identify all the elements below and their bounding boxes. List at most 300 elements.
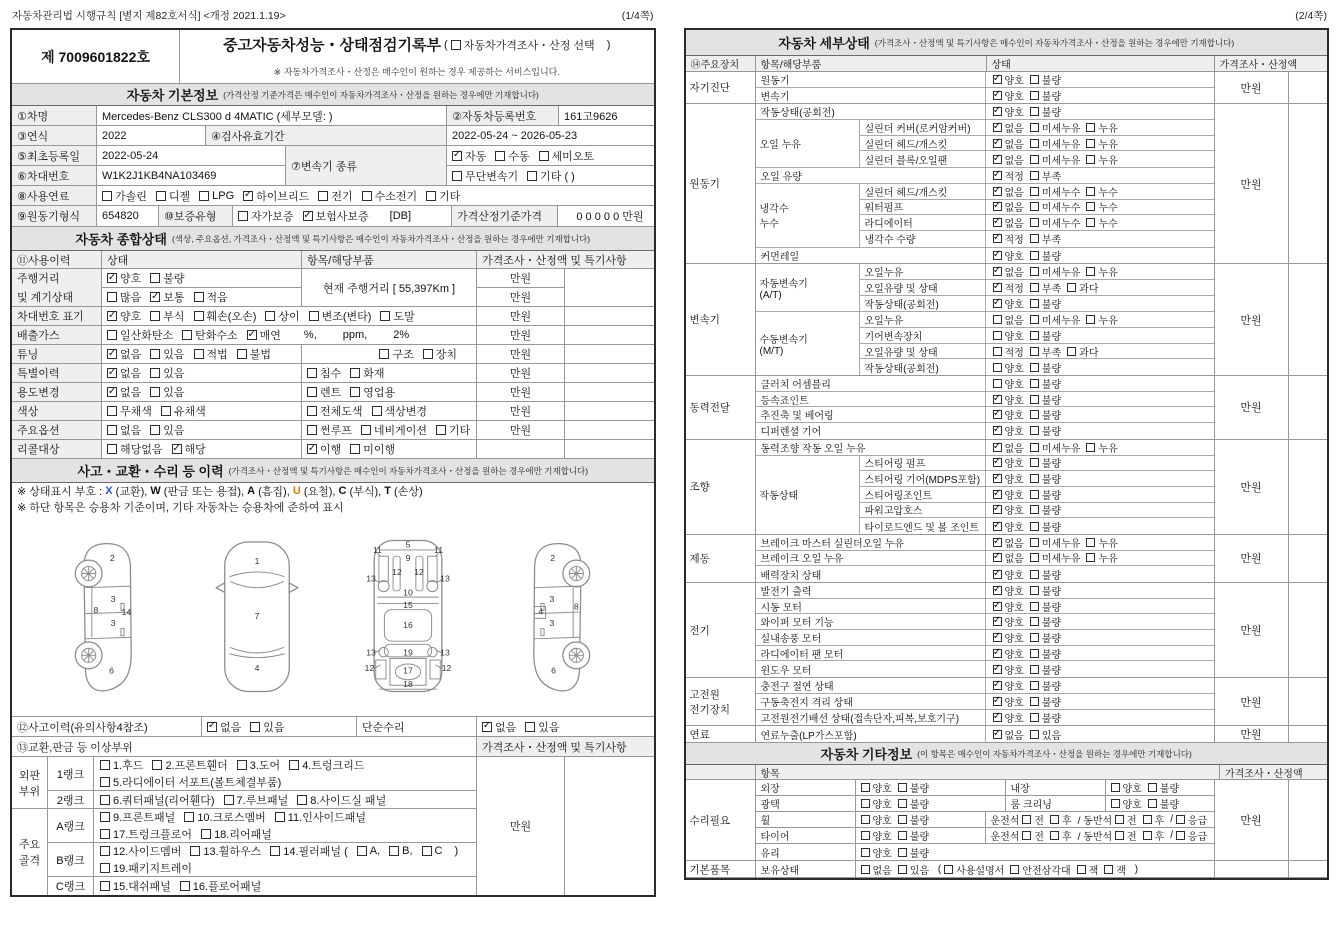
checkbox-item	[107, 308, 141, 324]
checkbox[interactable]	[350, 387, 360, 397]
checkbox[interactable]	[1050, 831, 1059, 840]
panel-number-label: 16	[403, 619, 414, 630]
value-cell	[559, 106, 654, 125]
checked-checkbox[interactable]	[993, 633, 1002, 642]
checkbox[interactable]	[1030, 617, 1039, 626]
checkbox-label: 2.프론트휀더	[165, 760, 228, 773]
checked-checkbox[interactable]	[993, 251, 1002, 260]
text: ⑭주요장치	[690, 60, 740, 71]
checkbox[interactable]	[1030, 283, 1039, 292]
text: 제 7009601822호	[41, 48, 150, 65]
checkbox[interactable]	[993, 347, 1002, 356]
checkbox[interactable]	[1086, 139, 1095, 148]
checkbox[interactable]	[237, 760, 247, 770]
checkbox[interactable]	[495, 151, 505, 161]
text: 만원	[509, 349, 532, 361]
checkbox[interactable]	[150, 273, 160, 283]
detail-row	[860, 231, 1214, 247]
checkbox[interactable]	[100, 863, 110, 873]
text: ⑧사용연료	[17, 190, 70, 203]
checkbox[interactable]	[100, 760, 110, 770]
checked-checkbox[interactable]	[303, 211, 313, 221]
checkbox[interactable]	[107, 444, 117, 454]
checkbox[interactable]	[100, 881, 110, 891]
checkbox[interactable]	[379, 349, 389, 359]
checked-checkbox[interactable]	[993, 665, 1002, 674]
checkbox[interactable]	[362, 191, 372, 201]
detail-row	[756, 661, 1214, 677]
checkbox[interactable]	[1030, 75, 1039, 84]
checkbox-label: A,	[369, 845, 381, 858]
checkbox[interactable]	[898, 815, 907, 824]
checkbox[interactable]	[1030, 379, 1039, 388]
checkbox-label: 불량	[1159, 784, 1180, 796]
checkbox[interactable]	[898, 865, 907, 874]
checkbox[interactable]	[861, 848, 870, 857]
checkbox-label: 4.트렁크리드	[302, 760, 365, 773]
checkbox[interactable]	[1030, 474, 1039, 483]
table-row	[686, 56, 1328, 72]
checkbox[interactable]	[993, 331, 1002, 340]
checkbox[interactable]	[1030, 490, 1039, 499]
checkbox[interactable]	[1030, 538, 1039, 547]
part-name: 작동상태(공회전)	[860, 359, 986, 375]
checkbox[interactable]	[1030, 602, 1039, 611]
checkbox[interactable]	[107, 330, 117, 340]
checkbox[interactable]	[1115, 815, 1124, 824]
checkbox[interactable]	[182, 330, 192, 340]
checkbox[interactable]	[1030, 410, 1039, 419]
panel-number-label: 11	[373, 544, 383, 555]
checkbox[interactable]	[372, 406, 382, 416]
checkbox[interactable]	[102, 191, 112, 201]
price-cell: 만원	[1215, 535, 1289, 582]
text: 룸 크리닝	[1010, 800, 1052, 812]
table-row	[12, 186, 654, 206]
checkbox[interactable]	[1030, 570, 1039, 579]
text: 가격조사・산정액	[1219, 60, 1298, 71]
checked-checkbox[interactable]	[993, 602, 1002, 611]
checkbox[interactable]	[150, 387, 160, 397]
checkbox[interactable]	[152, 760, 162, 770]
text: 색상	[17, 406, 39, 418]
panel-number-label: 4	[538, 605, 544, 616]
checkbox-label: 불량	[1041, 379, 1062, 391]
checkbox[interactable]	[1050, 815, 1059, 824]
checkbox[interactable]	[861, 815, 870, 824]
checked-checkbox[interactable]	[107, 311, 117, 321]
section-header	[12, 227, 654, 251]
checkbox[interactable]	[1030, 123, 1039, 132]
checked-checkbox[interactable]	[993, 681, 1002, 690]
checked-checkbox[interactable]	[993, 538, 1002, 547]
checkbox[interactable]	[1111, 783, 1120, 792]
panel-number-label: 13	[366, 572, 377, 583]
checkbox-item	[207, 719, 241, 735]
checked-checkbox[interactable]	[107, 368, 117, 378]
checkbox[interactable]	[389, 846, 399, 856]
checkbox-item	[861, 812, 892, 827]
checkbox[interactable]	[361, 425, 371, 435]
checked-checkbox[interactable]	[993, 155, 1002, 164]
checked-checkbox[interactable]	[482, 722, 492, 732]
checkbox[interactable]	[527, 171, 537, 181]
checkbox[interactable]	[150, 368, 160, 378]
checkbox[interactable]	[1030, 347, 1039, 356]
checkbox[interactable]	[307, 406, 317, 416]
checkbox[interactable]	[1111, 799, 1120, 808]
checked-checkbox[interactable]	[993, 649, 1002, 658]
checkbox-label: LPG	[212, 189, 235, 202]
checkbox[interactable]	[1030, 681, 1039, 690]
checkbox-item	[993, 72, 1024, 87]
checked-checkbox[interactable]	[993, 395, 1002, 404]
checkbox-item	[1030, 678, 1061, 693]
checkbox[interactable]	[861, 799, 870, 808]
section-title: 자동차 기본정보	[126, 88, 219, 103]
checkbox[interactable]	[861, 865, 870, 874]
checkbox[interactable]	[426, 191, 436, 201]
checkbox-label: 불량	[1041, 75, 1062, 87]
checkbox[interactable]	[194, 292, 204, 302]
checkbox[interactable]	[1086, 123, 1095, 132]
checkbox[interactable]	[1030, 91, 1039, 100]
checked-checkbox[interactable]	[993, 522, 1002, 531]
checkbox-item	[993, 407, 1024, 422]
sub-group-label: 오일 누유	[756, 120, 860, 167]
checkbox[interactable]	[180, 881, 190, 891]
detail-row	[756, 440, 1214, 456]
checked-checkbox[interactable]	[243, 191, 253, 201]
checkbox-label: 누유	[1098, 155, 1118, 167]
checkbox[interactable]	[861, 831, 870, 840]
sub-group-label: 작동상태	[756, 456, 860, 534]
checkbox[interactable]	[1148, 783, 1157, 792]
table-row	[12, 364, 654, 383]
checkbox[interactable]	[1030, 234, 1039, 243]
checkbox[interactable]	[1030, 586, 1039, 595]
checkbox-item	[1030, 567, 1061, 582]
checkbox[interactable]	[307, 425, 317, 435]
checkbox-label: 자가보증	[251, 211, 294, 223]
text: 외장	[760, 784, 780, 796]
checkbox[interactable]	[1086, 553, 1095, 562]
checkbox[interactable]	[1030, 139, 1039, 148]
checkbox-label: 미세누유	[1041, 268, 1081, 280]
checkbox[interactable]	[100, 812, 110, 822]
text: ⑦변속기 종류	[291, 160, 358, 173]
checkbox[interactable]	[898, 848, 907, 857]
checkbox[interactable]	[224, 795, 234, 805]
checkbox[interactable]	[1176, 831, 1185, 840]
checkbox[interactable]	[238, 211, 248, 221]
checked-checkbox[interactable]	[107, 349, 117, 359]
panel-number-label: 18	[403, 678, 414, 689]
checkbox[interactable]	[1086, 155, 1095, 164]
checkbox[interactable]	[1030, 155, 1039, 164]
checkbox-label: 11.인사이드패널	[287, 812, 366, 825]
checkbox[interactable]	[1030, 218, 1039, 227]
checkbox[interactable]	[307, 368, 317, 378]
checked-checkbox[interactable]	[993, 139, 1002, 148]
checkbox[interactable]	[1104, 865, 1113, 874]
checked-checkbox[interactable]	[993, 490, 1002, 499]
checkbox[interactable]	[100, 846, 110, 856]
checkbox[interactable]	[1030, 426, 1039, 435]
checkbox[interactable]	[898, 783, 907, 792]
checked-checkbox[interactable]	[993, 91, 1002, 100]
checked-checkbox[interactable]	[993, 474, 1002, 483]
checked-checkbox[interactable]	[307, 444, 317, 454]
empty-cell	[1289, 440, 1322, 534]
checked-checkbox[interactable]	[993, 123, 1002, 132]
checkbox[interactable]	[150, 311, 160, 321]
checkbox[interactable]	[993, 379, 1002, 388]
checkbox[interactable]	[250, 722, 260, 732]
checked-checkbox[interactable]	[452, 151, 462, 161]
checkbox-label: 후	[1154, 832, 1165, 844]
checked-checkbox[interactable]	[993, 570, 1002, 579]
checked-checkbox[interactable]	[993, 187, 1002, 196]
checkbox[interactable]	[1143, 831, 1152, 840]
checkbox[interactable]	[150, 349, 160, 359]
checkbox[interactable]	[357, 846, 367, 856]
checked-checkbox[interactable]	[993, 426, 1002, 435]
checkbox-item	[1086, 264, 1117, 279]
checkbox-label: 적정	[1004, 235, 1024, 247]
checked-checkbox[interactable]	[993, 730, 1002, 739]
checked-checkbox[interactable]	[150, 292, 160, 302]
checkbox[interactable]	[1086, 218, 1095, 227]
checkbox-item	[1111, 796, 1142, 811]
checkbox[interactable]	[1030, 633, 1039, 642]
doc-rule: 자동차관리법 시행규칙 [별지 제82호서식] <개정 2021.1.19>	[12, 10, 286, 22]
checked-checkbox[interactable]	[247, 330, 257, 340]
checked-checkbox[interactable]	[993, 218, 1002, 227]
checkbox[interactable]	[861, 783, 870, 792]
checked-checkbox[interactable]	[993, 443, 1002, 452]
checkbox[interactable]	[1030, 299, 1039, 308]
checkbox[interactable]	[1176, 815, 1185, 824]
checkbox-item	[1115, 812, 1137, 827]
checkbox[interactable]	[100, 795, 110, 805]
checked-checkbox[interactable]	[993, 283, 1002, 292]
checkbox[interactable]	[423, 349, 433, 359]
checkbox-label: 양호	[1004, 522, 1024, 534]
checkbox[interactable]	[993, 315, 1002, 324]
checkbox[interactable]	[275, 812, 285, 822]
checkbox[interactable]	[161, 406, 171, 416]
checkbox[interactable]	[1030, 315, 1039, 324]
checked-checkbox[interactable]	[993, 505, 1002, 514]
checkbox[interactable]	[100, 829, 110, 839]
part-name: 작동상태(공회전)	[860, 296, 986, 312]
checkbox[interactable]	[190, 846, 200, 856]
checkbox[interactable]	[194, 311, 204, 321]
checkbox[interactable]	[107, 292, 117, 302]
checked-checkbox[interactable]	[993, 171, 1002, 180]
checkbox[interactable]	[1030, 522, 1039, 531]
checkbox-item	[1086, 120, 1117, 135]
checkbox[interactable]	[1022, 815, 1031, 824]
checked-checkbox[interactable]	[172, 444, 182, 454]
checkbox[interactable]	[201, 829, 211, 839]
section-header	[12, 84, 654, 106]
part-name: 구동축전지 격리 상태	[756, 694, 986, 709]
price-cell: 만원	[1215, 726, 1289, 742]
checkbox-label: 있음	[538, 721, 560, 734]
checked-checkbox[interactable]	[993, 458, 1002, 467]
checkbox[interactable]	[199, 191, 209, 201]
checked-checkbox[interactable]	[207, 722, 217, 732]
checked-checkbox[interactable]	[993, 107, 1002, 116]
checkbox[interactable]	[993, 363, 1002, 372]
checkbox[interactable]	[350, 368, 360, 378]
value-cell	[565, 269, 654, 306]
checkbox-label: 자동차가격조사・산정 선택	[463, 39, 595, 52]
text: 현재 주행거리 [ 55,397Km ]	[322, 282, 456, 295]
checkbox-label: 누수	[1098, 187, 1118, 199]
checkbox[interactable]	[1030, 395, 1039, 404]
checkbox[interactable]	[1030, 267, 1039, 276]
checked-checkbox[interactable]	[993, 410, 1002, 419]
checkbox-label: 불량	[1041, 299, 1062, 311]
checkbox-item	[150, 308, 184, 324]
checkbox[interactable]	[525, 722, 535, 732]
checkbox[interactable]	[1086, 315, 1095, 324]
checkbox[interactable]	[539, 151, 549, 161]
checked-checkbox[interactable]	[993, 75, 1002, 84]
checked-checkbox[interactable]	[993, 586, 1002, 595]
checkbox[interactable]	[1030, 331, 1039, 340]
checkbox[interactable]	[1067, 283, 1076, 292]
checkbox-label: 양호	[1004, 75, 1024, 87]
checkbox[interactable]	[1086, 538, 1095, 547]
checkbox[interactable]	[1030, 458, 1039, 467]
checkbox[interactable]	[1086, 267, 1095, 276]
checkbox[interactable]	[184, 812, 194, 822]
checkbox[interactable]	[1115, 831, 1124, 840]
text: / 동반석	[1077, 832, 1115, 844]
checkbox[interactable]	[1067, 347, 1076, 356]
checked-checkbox[interactable]	[993, 202, 1002, 211]
checkbox-item	[993, 471, 1024, 486]
checkbox-label: 자동	[465, 150, 487, 163]
checkbox[interactable]	[452, 171, 462, 181]
checkbox[interactable]	[1022, 831, 1031, 840]
checkbox-item	[898, 862, 929, 877]
checkbox-label: 없음	[1004, 219, 1024, 231]
checkbox[interactable]	[1030, 553, 1039, 562]
checkbox-label: 기타 ( )	[540, 170, 575, 183]
checkbox[interactable]	[1030, 443, 1039, 452]
value-cell	[565, 421, 654, 439]
checkbox[interactable]	[1030, 107, 1039, 116]
price-cell	[1215, 861, 1289, 877]
checked-checkbox[interactable]	[993, 697, 1002, 706]
checkbox[interactable]	[1030, 713, 1039, 722]
part-name: 시동 모터	[756, 599, 986, 614]
checkbox[interactable]	[156, 191, 166, 201]
checkbox-item	[307, 422, 352, 438]
table-row	[12, 402, 654, 421]
checked-checkbox[interactable]	[993, 617, 1002, 626]
checkbox[interactable]	[1030, 665, 1039, 674]
checkbox-item	[303, 208, 369, 224]
checkbox[interactable]	[318, 191, 328, 201]
checked-checkbox[interactable]	[993, 713, 1002, 722]
checkbox[interactable]	[150, 425, 160, 435]
detail-row	[860, 518, 1214, 534]
checkbox[interactable]	[100, 777, 110, 787]
checkbox[interactable]	[1086, 202, 1095, 211]
checkbox[interactable]	[1030, 187, 1039, 196]
checkbox[interactable]	[436, 425, 446, 435]
checkbox-label: 많음	[120, 292, 142, 304]
checkbox[interactable]	[107, 425, 117, 435]
checkbox[interactable]	[898, 799, 907, 808]
checkbox[interactable]	[1030, 251, 1039, 260]
checkbox[interactable]	[194, 349, 204, 359]
checkbox-label: 7.루브패널	[236, 794, 289, 807]
part-name: 추진축 및 베어링	[756, 407, 986, 422]
checkbox[interactable]	[1030, 171, 1039, 180]
checkbox[interactable]	[1086, 187, 1095, 196]
checkbox[interactable]	[1030, 649, 1039, 658]
checkbox[interactable]	[1010, 865, 1019, 874]
checkbox[interactable]	[898, 831, 907, 840]
checkbox[interactable]	[309, 311, 319, 321]
checkbox[interactable]	[1077, 865, 1086, 874]
checkbox-label: 양호	[1004, 475, 1024, 487]
checked-checkbox[interactable]	[993, 299, 1002, 308]
checkbox[interactable]	[270, 846, 280, 856]
checkbox[interactable]	[265, 311, 275, 321]
checked-checkbox[interactable]	[107, 273, 117, 283]
checked-checkbox[interactable]	[107, 387, 117, 397]
checked-checkbox[interactable]	[993, 553, 1002, 562]
checkbox-label: 양호	[1004, 602, 1024, 614]
checkbox-label: 양호	[1004, 490, 1024, 502]
checked-checkbox[interactable]	[993, 267, 1002, 276]
checkbox[interactable]	[1143, 815, 1152, 824]
checkbox[interactable]	[1030, 697, 1039, 706]
checkbox-item	[1086, 199, 1117, 214]
checkbox[interactable]	[297, 795, 307, 805]
value-cell	[1006, 796, 1106, 811]
checkbox[interactable]	[422, 846, 432, 856]
checkbox[interactable]	[107, 406, 117, 416]
checkbox[interactable]	[307, 387, 317, 397]
checkbox[interactable]	[451, 40, 461, 50]
checkbox[interactable]	[944, 865, 953, 874]
checkbox[interactable]	[1086, 443, 1095, 452]
checkbox[interactable]	[1030, 363, 1039, 372]
text: 가격조사・산정액	[1225, 768, 1303, 780]
checkbox[interactable]	[1030, 505, 1039, 514]
section-title: 자동차 종합상태	[75, 232, 167, 247]
checkbox[interactable]	[1148, 799, 1157, 808]
checkbox[interactable]	[289, 760, 299, 770]
checkbox-item	[107, 327, 173, 343]
checkbox[interactable]	[237, 349, 247, 359]
checkbox[interactable]	[350, 444, 360, 454]
checked-checkbox[interactable]	[993, 234, 1002, 243]
checkbox-item	[1086, 136, 1117, 151]
checkbox[interactable]	[1030, 202, 1039, 211]
checkbox[interactable]	[1030, 730, 1039, 739]
checkbox[interactable]	[380, 311, 390, 321]
